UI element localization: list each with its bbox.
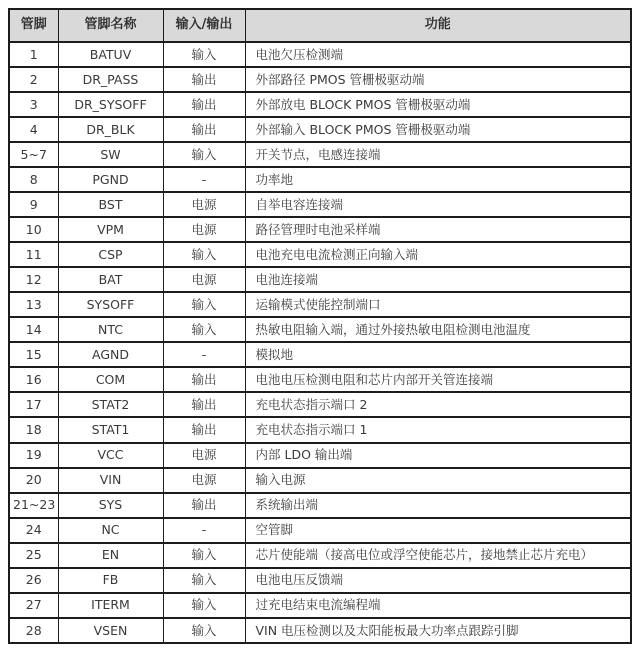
- name-cell: VCC: [58, 443, 163, 468]
- io-cell: 输入: [163, 317, 245, 342]
- header-cell-name: 管脚名称: [58, 9, 163, 42]
- io-cell: 输入: [163, 593, 245, 618]
- function-cell: 热敏电阻输入端，通过外接热敏电阻检测电池温度: [245, 317, 631, 342]
- pin-cell: 24: [9, 518, 58, 543]
- table-row: [9, 317, 631, 342]
- table-row: [9, 167, 631, 192]
- function-cell: 输入电源: [245, 468, 631, 493]
- pin-cell: 21~23: [9, 493, 58, 518]
- name-cell: NTC: [58, 317, 163, 342]
- function-cell: VIN 电压检测以及太阳能板最大功率点跟踪引脚: [245, 618, 631, 643]
- pin-cell: 4: [9, 117, 58, 142]
- io-cell: 输出: [163, 367, 245, 392]
- function-cell: 芯片使能端（接高电位或浮空使能芯片，接地禁止芯片充电）: [245, 543, 631, 568]
- name-cell: STAT1: [58, 417, 163, 442]
- name-cell: DR_SYSOFF: [58, 92, 163, 117]
- function-cell: 模拟地: [245, 342, 631, 367]
- function-cell: 电池电压反馈端: [245, 568, 631, 593]
- header-cell-function: 功能: [245, 9, 631, 42]
- pin-cell: 26: [9, 568, 58, 593]
- pin-cell: 1: [9, 42, 58, 67]
- pin-cell: 12: [9, 267, 58, 292]
- name-cell: BST: [58, 192, 163, 217]
- name-cell: PGND: [58, 167, 163, 192]
- header-cell-pin: 管脚: [9, 9, 58, 42]
- io-cell: 电源: [163, 267, 245, 292]
- name-cell: VSEN: [58, 618, 163, 643]
- io-cell: 电源: [163, 468, 245, 493]
- table-row: [9, 217, 631, 242]
- name-cell: VPM: [58, 217, 163, 242]
- table-row: [9, 618, 631, 643]
- table-body: [9, 42, 631, 643]
- table-row: [9, 518, 631, 543]
- name-cell: AGND: [58, 342, 163, 367]
- name-cell: FB: [58, 568, 163, 593]
- pin-cell: 27: [9, 593, 58, 618]
- pin-description-table: [8, 8, 632, 644]
- table-row: [9, 493, 631, 518]
- table-row: [9, 67, 631, 92]
- io-cell: 输入: [163, 568, 245, 593]
- name-cell: NC: [58, 518, 163, 543]
- pin-cell: 19: [9, 443, 58, 468]
- name-cell: SW: [58, 142, 163, 167]
- function-cell: 系统输出端: [245, 493, 631, 518]
- io-cell: 电源: [163, 443, 245, 468]
- name-cell: CSP: [58, 242, 163, 267]
- pin-cell: 13: [9, 292, 58, 317]
- pin-cell: 11: [9, 242, 58, 267]
- name-cell: COM: [58, 367, 163, 392]
- pin-cell: 14: [9, 317, 58, 342]
- header-row: [9, 9, 631, 42]
- io-cell: -: [163, 167, 245, 192]
- table-row: [9, 42, 631, 67]
- table-header: [9, 9, 631, 42]
- table-row: [9, 443, 631, 468]
- table-row: [9, 568, 631, 593]
- function-cell: 电池连接端: [245, 267, 631, 292]
- table-row: [9, 192, 631, 217]
- name-cell: EN: [58, 543, 163, 568]
- name-cell: BAT: [58, 267, 163, 292]
- table-row: [9, 367, 631, 392]
- pin-cell: 18: [9, 417, 58, 442]
- pin-cell: 8: [9, 167, 58, 192]
- pin-cell: 5~7: [9, 142, 58, 167]
- function-cell: 电池电压检测电阻和芯片内部开关管连接端: [245, 367, 631, 392]
- io-cell: 输出: [163, 117, 245, 142]
- table-row: [9, 267, 631, 292]
- pin-cell: 3: [9, 92, 58, 117]
- io-cell: 输出: [163, 67, 245, 92]
- table-row: [9, 392, 631, 417]
- table-row: [9, 292, 631, 317]
- name-cell: DR_PASS: [58, 67, 163, 92]
- function-cell: 电池充电电流检测正向输入端: [245, 242, 631, 267]
- pin-cell: 16: [9, 367, 58, 392]
- function-cell: 过充电结束电流编程端: [245, 593, 631, 618]
- io-cell: 电源: [163, 217, 245, 242]
- table-row: [9, 342, 631, 367]
- io-cell: 输出: [163, 493, 245, 518]
- function-cell: 运输模式使能控制端口: [245, 292, 631, 317]
- name-cell: BATUV: [58, 42, 163, 67]
- function-cell: 空管脚: [245, 518, 631, 543]
- table-row: [9, 142, 631, 167]
- function-cell: 内部 LDO 输出端: [245, 443, 631, 468]
- io-cell: 输出: [163, 392, 245, 417]
- pin-cell: 25: [9, 543, 58, 568]
- function-cell: 自举电容连接端: [245, 192, 631, 217]
- function-cell: 路径管理时电池采样端: [245, 217, 631, 242]
- io-cell: 输入: [163, 42, 245, 67]
- name-cell: STAT2: [58, 392, 163, 417]
- io-cell: 电源: [163, 192, 245, 217]
- table-row: [9, 593, 631, 618]
- io-cell: 输入: [163, 543, 245, 568]
- io-cell: 输入: [163, 618, 245, 643]
- io-cell: 输入: [163, 292, 245, 317]
- table-row: [9, 468, 631, 493]
- io-cell: 输入: [163, 242, 245, 267]
- pin-cell: 2: [9, 67, 58, 92]
- io-cell: -: [163, 518, 245, 543]
- table-row: [9, 543, 631, 568]
- function-cell: 充电状态指示端口 2: [245, 392, 631, 417]
- io-cell: 输出: [163, 417, 245, 442]
- function-cell: 充电状态指示端口 1: [245, 417, 631, 442]
- name-cell: ITERM: [58, 593, 163, 618]
- name-cell: SYS: [58, 493, 163, 518]
- io-cell: -: [163, 342, 245, 367]
- function-cell: 外部放电 BLOCK PMOS 管栅极驱动端: [245, 92, 631, 117]
- name-cell: SYSOFF: [58, 292, 163, 317]
- function-cell: 开关节点，电感连接端: [245, 142, 631, 167]
- pin-cell: 20: [9, 468, 58, 493]
- function-cell: 外部路径 PMOS 管栅极驱动端: [245, 67, 631, 92]
- table-row: [9, 242, 631, 267]
- pin-cell: 28: [9, 618, 58, 643]
- io-cell: 输出: [163, 92, 245, 117]
- name-cell: DR_BLK: [58, 117, 163, 142]
- header-cell-io: 输入/输出: [163, 9, 245, 42]
- table-row: [9, 92, 631, 117]
- name-cell: VIN: [58, 468, 163, 493]
- pin-cell: 9: [9, 192, 58, 217]
- io-cell: 输入: [163, 142, 245, 167]
- function-cell: 电池欠压检测端: [245, 42, 631, 67]
- pin-cell: 15: [9, 342, 58, 367]
- table-row: [9, 117, 631, 142]
- function-cell: 外部输入 BLOCK PMOS 管栅极驱动端: [245, 117, 631, 142]
- function-cell: 功率地: [245, 167, 631, 192]
- table-row: [9, 417, 631, 442]
- pin-cell: 17: [9, 392, 58, 417]
- pin-cell: 10: [9, 217, 58, 242]
